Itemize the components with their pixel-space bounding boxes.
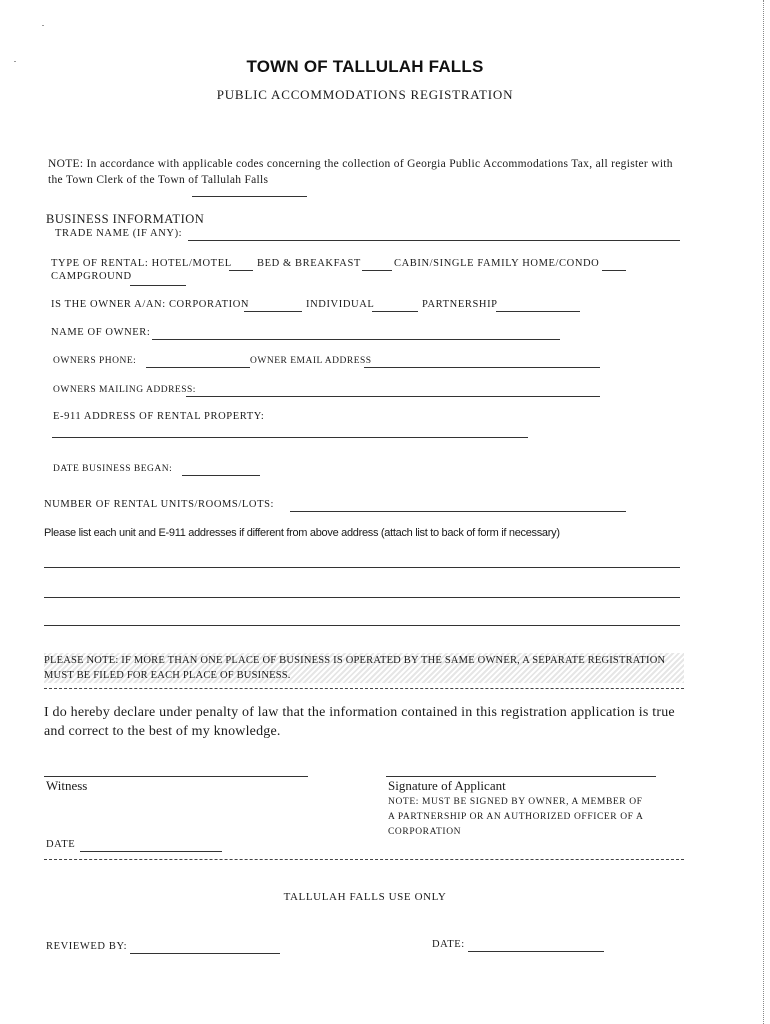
e911-address-label: E-911 ADDRESS OF RENTAL PROPERTY: [53,411,265,422]
declaration-text: I do hereby declare under penalty of law that the information contained in this registration application is true and correct to the best of my knowledge. [44,705,675,739]
individual-field[interactable] [372,311,418,312]
owner-type-label: IS THE OWNER A/AN: CORPORATION [51,299,250,310]
unit-list-line-3[interactable] [44,625,680,626]
bed-breakfast-field[interactable] [362,270,392,271]
form-subtitle: PUBLIC ACCOMMODATIONS REGISTRATION [216,87,514,102]
trade-name-field[interactable] [188,240,680,241]
e911-address-field[interactable] [52,437,528,438]
owners-phone-field[interactable] [146,367,250,368]
trade-name-label: TRADE NAME (IF ANY): [55,228,183,239]
rental-units-label: NUMBER OF RENTAL UNITS/ROOMS/LOTS: [44,499,275,510]
unit-list-line-1[interactable] [44,567,680,568]
units-instruction: Please list each unit and E-911 addresses if different from above address (attach list to back of form if necessary) [44,527,560,539]
scan-speck [14,61,16,62]
owner-name-field[interactable] [152,339,560,340]
hotel-motel-field[interactable] [229,270,253,271]
witness-label: Witness [46,778,88,793]
office-date-label: DATE: [432,939,465,950]
office-date-field[interactable] [468,951,604,952]
unit-list-line-2[interactable] [44,597,680,598]
multiple-business-warning: PLEASE NOTE: IF MORE THAN ONE PLACE OF BUSINESS IS OPERATED BY THE SAME OWNER, A SEPARATE REGISTRATION MUST BE FILED FOR EACH PLACE OF BUSINESS. [44,653,684,683]
business-info-heading: BUSINESS INFORMATION [46,212,205,226]
form-title: TOWN OF TALLULAH FALLS [246,57,484,76]
date-began-field[interactable] [182,475,260,476]
witness-signature-line[interactable] [44,776,308,777]
campground-field[interactable] [130,285,186,286]
cabin-label: CABIN/SINGLE FAMILY HOME/CONDO [394,258,600,269]
scan-speck [42,25,44,26]
section-divider-top [44,688,684,689]
owners-mailing-label: OWNERS MAILING ADDRESS: [53,385,196,395]
owner-email-label: OWNER EMAIL ADDRESS [250,356,372,366]
rental-type-label: TYPE OF RENTAL: HOTEL/MOTEL [51,258,232,269]
corporation-field[interactable] [244,311,302,312]
cabin-field[interactable] [602,270,626,271]
owner-name-label: NAME OF OWNER: [51,327,151,338]
bed-breakfast-label: BED & BREAKFAST [257,258,361,269]
signature-date-field[interactable] [80,851,222,852]
partnership-label: PARTNERSHIP [422,299,498,310]
applicant-signature-label: Signature of Applicant [388,778,506,793]
scan-edge [763,0,764,1024]
signature-date-label: DATE [46,839,76,850]
rental-units-field[interactable] [290,511,626,512]
applicant-signature-note: NOTE: MUST BE SIGNED BY OWNER, A MEMBER OF A PARTNERSHIP OR AN AUTHORIZED OFFICER OF A CORPORATION [388,797,643,837]
partnership-field[interactable] [496,311,580,312]
campground-label: CAMPGROUND [51,271,132,282]
tax-note: NOTE: In accordance with applicable codes concerning the collection of Georgia Public Accommodations Tax, all register with the Town Clerk of the Town of Tallulah Falls [48,158,673,186]
owners-phone-label: OWNERS PHONE: [53,356,137,366]
date-began-label: DATE BUSINESS BEGAN: [53,464,173,474]
applicant-signature-line[interactable] [386,776,656,777]
note-underline [192,196,307,197]
reviewed-by-field[interactable] [130,953,280,954]
reviewed-by-label: REVIEWED BY: [46,941,128,952]
section-divider-bottom [44,859,684,860]
owner-email-field[interactable] [364,367,600,368]
office-use-heading: TALLULAH FALLS USE ONLY [283,891,447,903]
individual-label: INDIVIDUAL [306,299,375,310]
owners-mailing-field[interactable] [186,396,600,397]
